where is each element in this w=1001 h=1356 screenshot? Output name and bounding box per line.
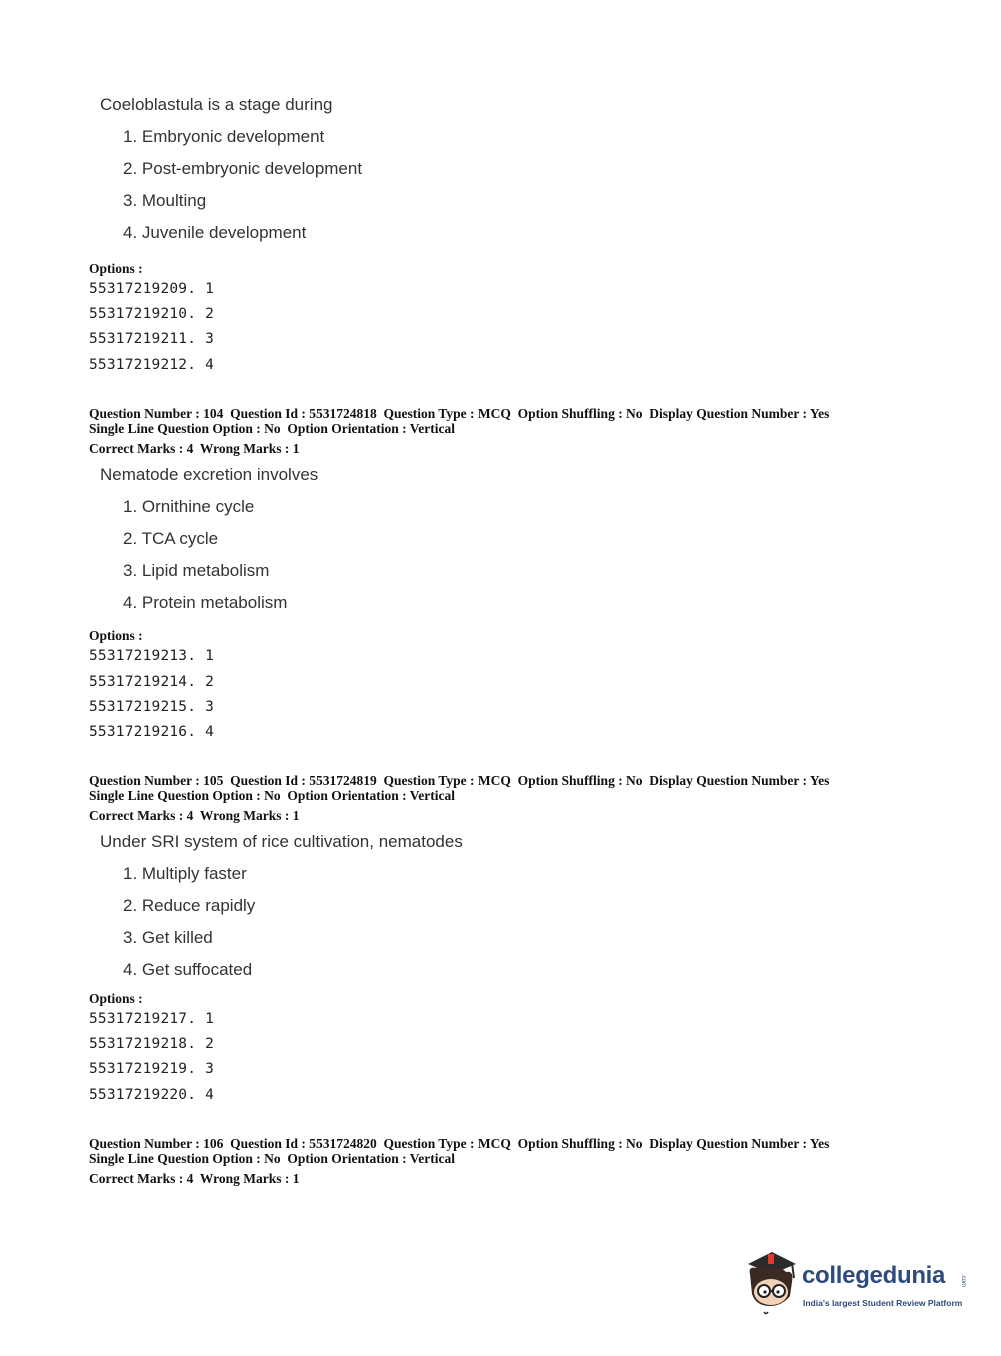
choice-4: 4. Get suffocated [123, 960, 253, 979]
mascot-icon [742, 1248, 804, 1316]
question-marks: Correct Marks : 4 Wrong Marks : 1 [89, 808, 300, 823]
option-id-1: 55317219213. 1 [89, 648, 215, 664]
option-id-2: 55317219210. 2 [89, 306, 215, 322]
question-stem: Nematode excretion involves [100, 465, 319, 484]
question-meta-line1: Question Number : 106 Question Id : 5531724820 Question Type : MCQ Option Shuffling : No Display Question Number : Yes [89, 1136, 830, 1151]
question-meta-line2: Single Line Question Option : No Option Orientation : Vertical [89, 1151, 456, 1166]
question-marks: Correct Marks : 4 Wrong Marks : 1 [89, 1171, 300, 1186]
option-id-2: 55317219214. 2 [89, 674, 215, 690]
option-id-4: 55317219220. 4 [89, 1087, 215, 1103]
question-meta-line2: Single Line Question Option : No Option Orientation : Vertical [89, 788, 456, 803]
choice-3: 3. Lipid metabolism [123, 561, 270, 580]
logo-wordmark: collegedunia [802, 1262, 946, 1289]
question-stem: Coeloblastula is a stage during [100, 95, 333, 114]
choice-2: 2. Reduce rapidly [123, 896, 256, 915]
question-meta-line2: Single Line Question Option : No Option Orientation : Vertical [89, 421, 456, 436]
option-id-3: 55317219215. 3 [89, 699, 215, 715]
option-id-1: 55317219217. 1 [89, 1011, 215, 1027]
choice-2: 2. Post-embryonic development [123, 159, 363, 178]
choice-4: 4. Juvenile development [123, 223, 307, 242]
options-label: Options : [89, 991, 143, 1006]
option-id-1: 55317219209. 1 [89, 281, 215, 297]
option-id-2: 55317219218. 2 [89, 1036, 215, 1052]
options-label: Options : [89, 628, 143, 643]
choice-3: 3. Get killed [123, 928, 213, 947]
option-id-3: 55317219219. 3 [89, 1061, 215, 1077]
options-label: Options : [89, 261, 143, 276]
logo-tagline: India's largest Student Review Platform [803, 1298, 963, 1308]
logo-dotcom: .com [960, 1274, 966, 1288]
choice-1: 1. Multiply faster [123, 864, 247, 883]
choice-1: 1. Embryonic development [123, 127, 325, 146]
choice-1: 1. Ornithine cycle [123, 497, 255, 516]
question-stem: Under SRI system of rice cultivation, nematodes [100, 832, 463, 851]
question-meta-line1: Question Number : 104 Question Id : 5531724818 Question Type : MCQ Option Shuffling : No Display Question Number : Yes [89, 406, 830, 421]
choice-2: 2. TCA cycle [123, 529, 219, 548]
question-meta-line1: Question Number : 105 Question Id : 5531724819 Question Type : MCQ Option Shuffling : No Display Question Number : Yes [89, 773, 830, 788]
option-id-3: 55317219211. 3 [89, 331, 215, 347]
option-id-4: 55317219212. 4 [89, 357, 215, 373]
question-marks: Correct Marks : 4 Wrong Marks : 1 [89, 441, 300, 456]
option-id-4: 55317219216. 4 [89, 724, 215, 740]
choice-3: 3. Moulting [123, 191, 207, 210]
collegedunia-logo [742, 1248, 972, 1316]
choice-4: 4. Protein metabolism [123, 593, 288, 612]
